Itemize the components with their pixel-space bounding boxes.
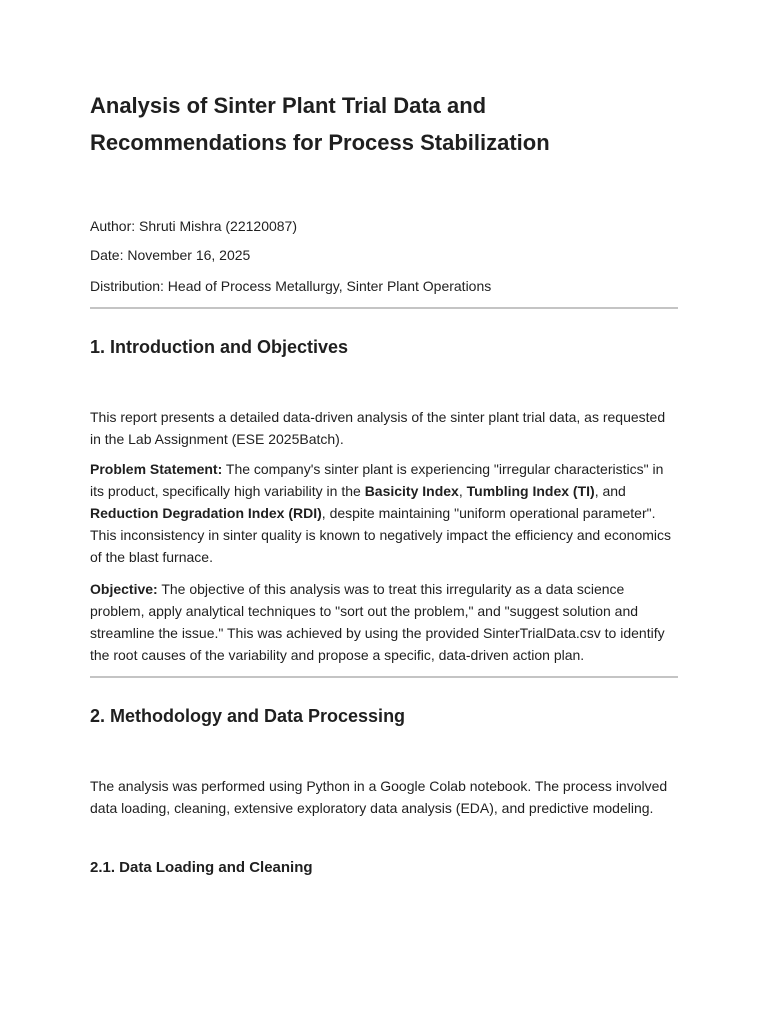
term-tumbling-index: Tumbling Index (TI) <box>466 483 595 499</box>
problem-text-a: The company's sinter plant is experiencing "irregular characteristics" in its product, specifically high variability in the <box>90 461 664 499</box>
term-rdi: Reduction Degradation Index (RDI) <box>90 505 322 521</box>
problem-statement-label: Problem Statement: <box>90 461 223 477</box>
document-title: Analysis of Sinter Plant Trial Data and Recommendations for Process Stabilization <box>90 93 550 155</box>
objective-paragraph <box>90 578 678 666</box>
subsection-heading-data-loading: 2.1. Data Loading and Cleaning <box>90 859 313 876</box>
term-basicity-index: Basicity Index <box>364 483 459 499</box>
author-line: Author: Shruti Mishra (22120087) <box>90 218 297 234</box>
section-heading-methodology: 2. Methodology and Data Processing <box>90 706 406 726</box>
date-line: Date: November 16, 2025 <box>90 247 251 263</box>
section-divider <box>90 676 678 678</box>
section-divider <box>90 307 678 309</box>
problem-sep-1: , <box>458 483 467 499</box>
problem-text-b: , despite maintaining "uniform operational parameter". This inconsistency in sinter quality is known to negatively impact the efficiency and economics of the blast furnace. <box>90 505 672 565</box>
objective-label: Objective: <box>90 581 158 597</box>
objective-text: The objective of this analysis was to treat this irregularity as a data science problem, apply analytical techniques to "sort out the problem," and "suggest solution and streamline the issue." This was achieved by using the provided SinterTrialData.csv to identify the root causes of the variability and propose a specific, data-driven action plan. <box>90 581 665 663</box>
methodology-intro-paragraph: The analysis was performed using Python in a Google Colab notebook. The process involved data loading, cleaning, extensive exploratory data analysis (EDA), and predictive modeling. <box>90 778 668 816</box>
section-heading-introduction: 1. Introduction and Objectives <box>90 337 349 357</box>
problem-statement-paragraph <box>90 458 678 568</box>
problem-sep-2: , and <box>594 483 626 499</box>
distribution-line: Distribution: Head of Process Metallurgy, Sinter Plant Operations <box>90 278 492 294</box>
intro-paragraph: This report presents a detailed data-driven analysis of the sinter plant trial data, as requested in the Lab Assignment (ESE 2025Batch). <box>90 409 666 447</box>
